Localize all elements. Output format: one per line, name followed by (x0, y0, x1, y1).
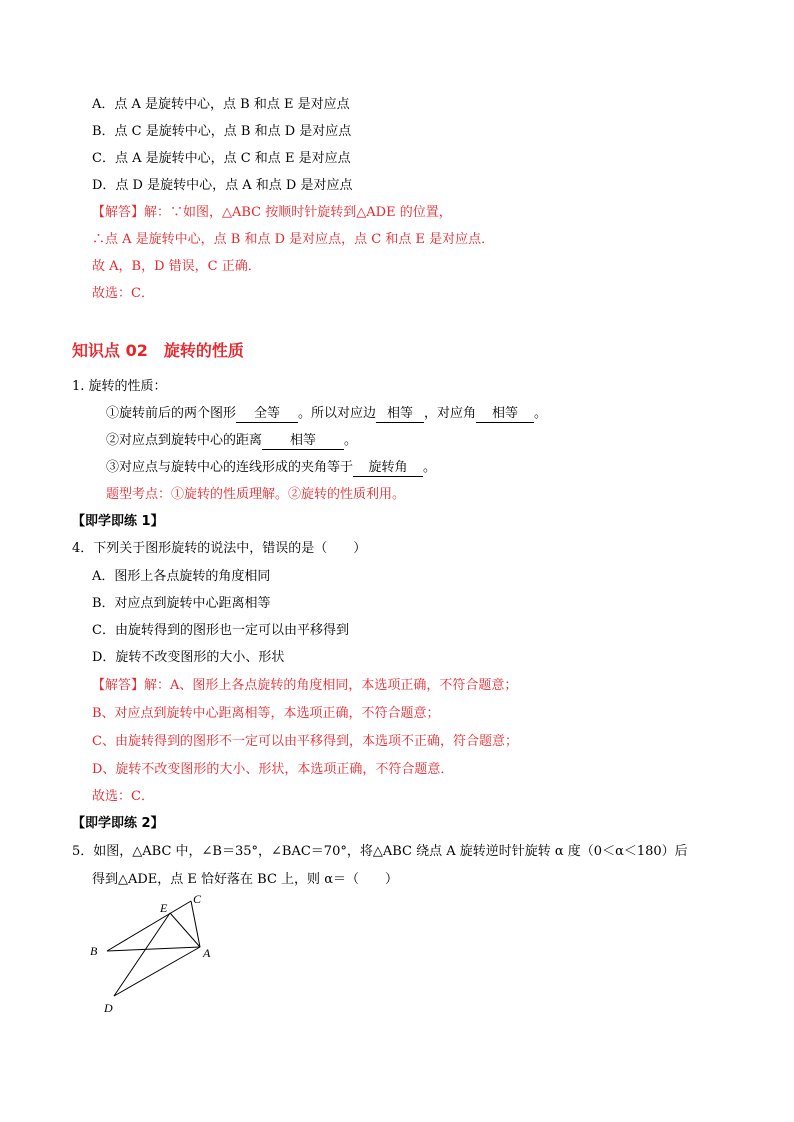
practice1-answer-line-3: C、由旋转得到的图形不一定可以由平移得到，本选项不正确，符合题意； (92, 734, 518, 749)
prev-answer-line-2: ∴点 A 是旋转中心，点 B 和点 D 是对应点，点 C 和点 E 是对应点． (92, 232, 495, 247)
property-line-3: ③对应点与旋转中心的连线形成的夹角等于 旋转角 。 (106, 460, 437, 475)
practice2-question-line-1: 5．如图，△ABC 中，∠B＝35°，∠BAC＝70°，将△ABC 绕点 A 旋转逆时针旋转 α 度（0＜α＜180）后 (72, 844, 688, 859)
prev-answer-line-4: 故选：C． (92, 286, 154, 301)
practice1-option-b: B．对应点到旋转中心距离相等 (92, 596, 271, 611)
practice1-answer-line-1: 【解答】解：A、图形上各点旋转的角度相同，本选项正确，不符合题意； (92, 678, 518, 693)
section-heading: 知识点 02 旋转的性质 (72, 341, 244, 360)
prev-option-d: D．点 D 是旋转中心，点 A 和点 D 是对应点 (92, 178, 353, 193)
practice1-label: 【即学即练 1】 (72, 514, 164, 529)
property-line-2: ②对应点到旋转中心的距离 相等 。 (106, 433, 358, 448)
blank-equal-angles: 相等 (476, 406, 534, 423)
segment-ea (170, 913, 200, 947)
practice1-answer-line-2: B、对应点到旋转中心距离相等，本选项正确，不符合题意； (92, 706, 440, 721)
segment-da (114, 947, 200, 996)
segment-ed (114, 913, 170, 996)
blank-rotation-angle: 旋转角 (353, 460, 423, 477)
exam-points: 题型考点：①旋转的性质理解。②旋转的性质利用。 (106, 487, 406, 502)
prev-option-a: A．点 A 是旋转中心，点 B 和点 E 是对应点 (92, 97, 350, 112)
blank-equal-distance: 相等 (262, 433, 344, 450)
prev-answer-line-3: 故 A，B，D 错误，C 正确． (92, 259, 261, 274)
practice1-answer-line-5: 故选：C． (92, 789, 154, 804)
item1-title: 1. 旋转的性质： (72, 379, 167, 394)
practice1-option-c: C．由旋转得到的图形也一定可以由平移得到 (92, 623, 349, 638)
label-e: E (160, 901, 168, 915)
property-line-1: ①旋转前后的两个图形 全等 。所以对应边 相等 ，对应角 相等 。 (106, 406, 548, 421)
label-c: C (193, 892, 202, 906)
label-a: A (203, 946, 211, 960)
label-d: D (104, 1001, 113, 1015)
practice1-answer-line-4: D、旋转不改变图形的大小、形状，本选项正确，不符合题意． (92, 762, 454, 777)
prev-answer-line-1: 【解答】解：∵如图，△ABC 按顺时针旋转到△ADE 的位置， (92, 205, 452, 220)
practice2-label: 【即学即练 2】 (72, 816, 164, 831)
blank-equal-sides: 相等 (376, 406, 424, 423)
practice1-question: 4．下列关于图形旋转的说法中，错误的是（ ） (72, 541, 367, 556)
prev-option-b: B．点 C 是旋转中心，点 B 和点 D 是对应点 (92, 124, 352, 139)
segment-ba (107, 947, 200, 951)
rotation-figure (84, 890, 224, 1020)
practice1-option-d: D．旋转不改变图形的大小、形状 (92, 650, 285, 665)
practice2-question-line-2: 得到△ADE，点 E 恰好落在 BC 上，则 α＝（ ） (92, 872, 398, 887)
segment-ca (191, 901, 200, 947)
prev-option-c: C．点 A 是旋转中心，点 C 和点 E 是对应点 (92, 151, 351, 166)
label-b: B (90, 944, 98, 958)
blank-congruent: 全等 (236, 406, 298, 423)
practice1-option-a: A．图形上各点旋转的角度相同 (92, 569, 271, 584)
